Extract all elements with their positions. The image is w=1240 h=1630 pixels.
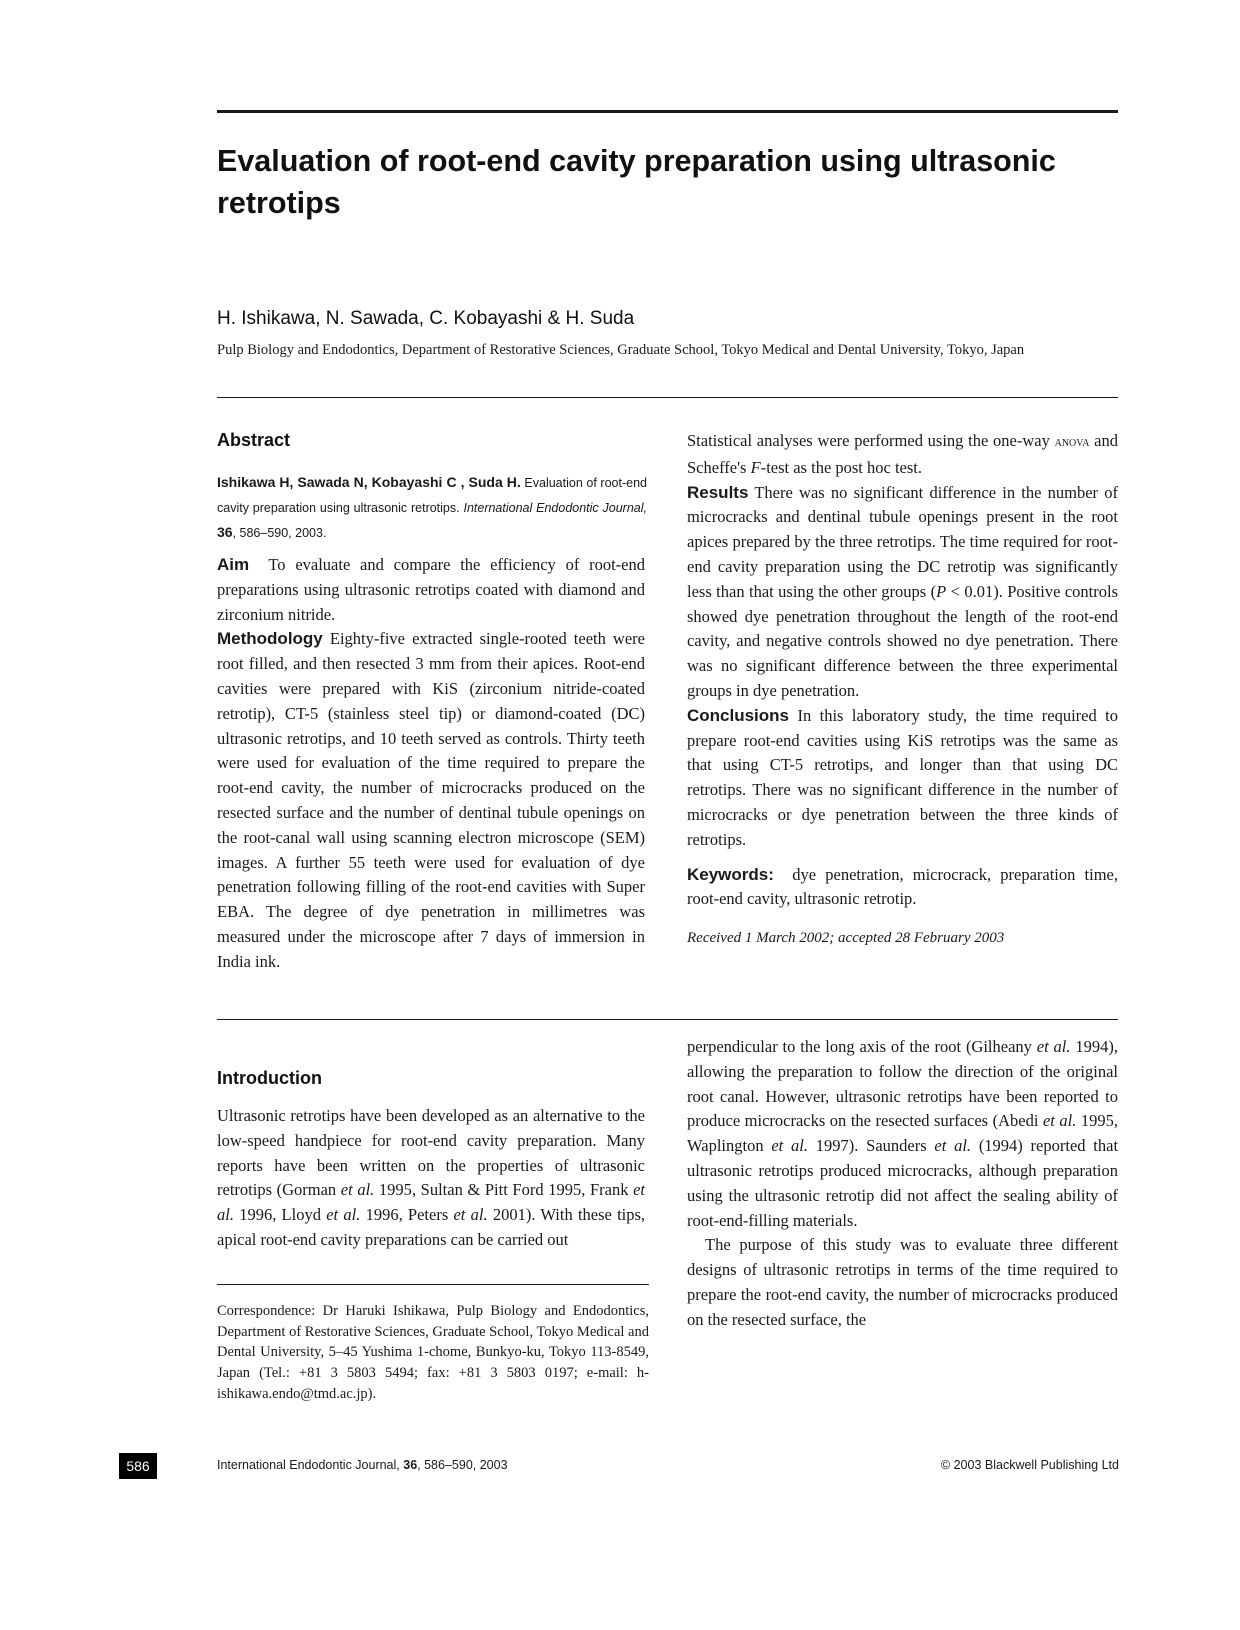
footnote-rule	[217, 1284, 649, 1285]
methodology-label: Methodology	[217, 629, 323, 649]
introduction-paragraph-1-start: Ultrasonic retrotips have been developed as an alternative to the low-speed handpiece for root-end cavity preparation. Many reports have been written on the properties of ultrasonic retrotips (Gorman et al. 1995, Sultan & Pitt Ford 1995, Frank et al. 1996, Lloyd et al. 1996, Peters et al. 2001). With these tips, apical root-end cavity preparations can be carried out	[217, 1106, 646, 1249]
correspondence-footnote: Correspondence: Dr Haruki Ishikawa, Pulp Biology and Endodontics, Department of Restorative Sciences, Graduate School, Tokyo Medical and Dental University, 5–45 Yushima 1-chome, Bunkyo-ku, Tokyo 113-8549, Japan (Tel.: +81 3 5803 5494; fax: +81 3 5803 0197; e-mail: h-ishikawa.endo@tmd.ac.jp).	[217, 1303, 649, 1402]
aim-text: To evaluate and compare the efficiency of root-end preparations using ultrasonic retrotips coated with diamond and zirconium nitride.	[217, 555, 645, 624]
author-list: H. Ishikawa, N. Sawada, C. Kobayashi & H. Suda	[217, 308, 635, 329]
abstract-heading: Abstract	[217, 430, 291, 450]
introduction-paragraph-2: The purpose of this study was to evaluate three different designs of ultrasonic retrotips in terms of the time required to prepare the root-end cavity, the number of microcracks produced on the resected surface, the	[687, 1235, 1118, 1329]
results-paragraph: Results There was no significant difference in the number of microcracks and dentinal tubule openings present in the root apices prepared by the three retrotips. The time required for root-end cavity preparation using the DC retrotip was significantly less than that using the other groups (P < 0.01). Positive controls showed dye penetration throughout the length of the root-end cavity, and negative controls showed no dye penetration. There was no significant difference between the three experimental groups in dye penetration.	[687, 482, 1119, 700]
keywords-label: Keywords:	[687, 864, 774, 884]
article-title: Evaluation of root-end cavity preparation using ultrasonic retrotips	[217, 144, 1056, 220]
top-rule	[217, 110, 1118, 113]
methodology-text: Eighty-five extracted single-rooted teeth were root filled, and then resected 3 mm from their apices. Root-end cavities were prepared with KiS (zirconium nitride-coated retrotip), CT-5 (stainless steel tip) or diamond-coated (DC) ultrasonic retrotips, and 10 teeth served as controls. Thirty teeth were used for evaluation of the time required to prepare the root-end cavity, the number of microcracks produced on the resected surface and the number of dentinal tubule openings on the root-canal wall using scanning electron microscope (SEM) images. A further 55 teeth were used for evaluation of dye penetration following filling of the root-end cavities with Super EBA. The degree of dye penetration in millimetres was measured under the microscope after 7 days of immersion in India ink.	[217, 629, 645, 971]
received-date: Received 1 March 2002; accepted 28 February 2003	[687, 930, 1005, 947]
aim-paragraph	[217, 553, 645, 627]
introduction-paragraph-1-end: perpendicular to the long axis of the root (Gilheany et al. 1994), allowing the preparation to follow the direction of the original root canal. However, ultrasonic retrotips have been reported to produce microcracks on the resected surfaces (Abedi et al. 1995, Waplington et al. 1997). Saunders et al. (1994) reported that ultrasonic retrotips produced microcracks, although preparation using the ultrasonic retrotip did not affect the sealing ability of root-end-filling materials.	[687, 1037, 1119, 1230]
introduction-left-column	[217, 1104, 645, 1253]
abstract-bottom-rule	[217, 1019, 1118, 1020]
citation-journal: International Endodontic Journal,	[463, 500, 647, 515]
methodology-paragraph	[217, 627, 645, 974]
conclusions-label: Conclusions	[687, 705, 790, 725]
statistics-paragraph: Statistical analyses were performed using the one-way anova and Scheffe's F-test as the post hoc test.	[687, 431, 1118, 477]
page-number: 586	[119, 1453, 157, 1479]
citation-volume: 36	[217, 524, 233, 540]
anova-term: anova	[1054, 435, 1090, 450]
abstract-top-rule	[217, 397, 1118, 398]
introduction-heading: Introduction	[217, 1068, 322, 1088]
affiliation: Pulp Biology and Endodontics, Department of Restorative Sciences, Graduate School, Tokyo Medical and Dental University, Tokyo, Japan	[217, 342, 1025, 358]
citation-authors: Ishikawa H, Sawada N, Kobayashi C , Suda H.	[217, 474, 521, 490]
results-label: Results	[687, 482, 749, 502]
footer-journal: International Endodontic Journal, 36, 586–590, 2003	[217, 1458, 508, 1472]
aim-label: Aim	[217, 555, 250, 574]
footer-copyright: © 2003 Blackwell Publishing Ltd	[940, 1458, 1119, 1472]
citation-title: Evaluation of root-end cavity preparation using ultrasonic retrotips.	[217, 476, 647, 515]
conclusions-paragraph: Conclusions In this laboratory study, the time required to prepare root-end cavities using KiS retrotips was the same as that using CT-5 retrotips, and longer than that using DC retrotips. There was no significant difference in the number of microcracks or dye penetration between the three kinds of retrotips.	[687, 705, 1118, 849]
abstract-citation	[217, 470, 647, 546]
keywords-text: dye penetration, microcrack, preparation time, root-end cavity, ultrasonic retrotip.	[687, 864, 1119, 909]
introduction-right-column	[687, 1035, 1118, 1333]
citation-pages: , 586–590, 2003.	[232, 526, 327, 540]
abstract-right-column	[687, 429, 1118, 951]
abstract-left-column	[217, 553, 645, 975]
keywords-paragraph	[687, 863, 1118, 913]
